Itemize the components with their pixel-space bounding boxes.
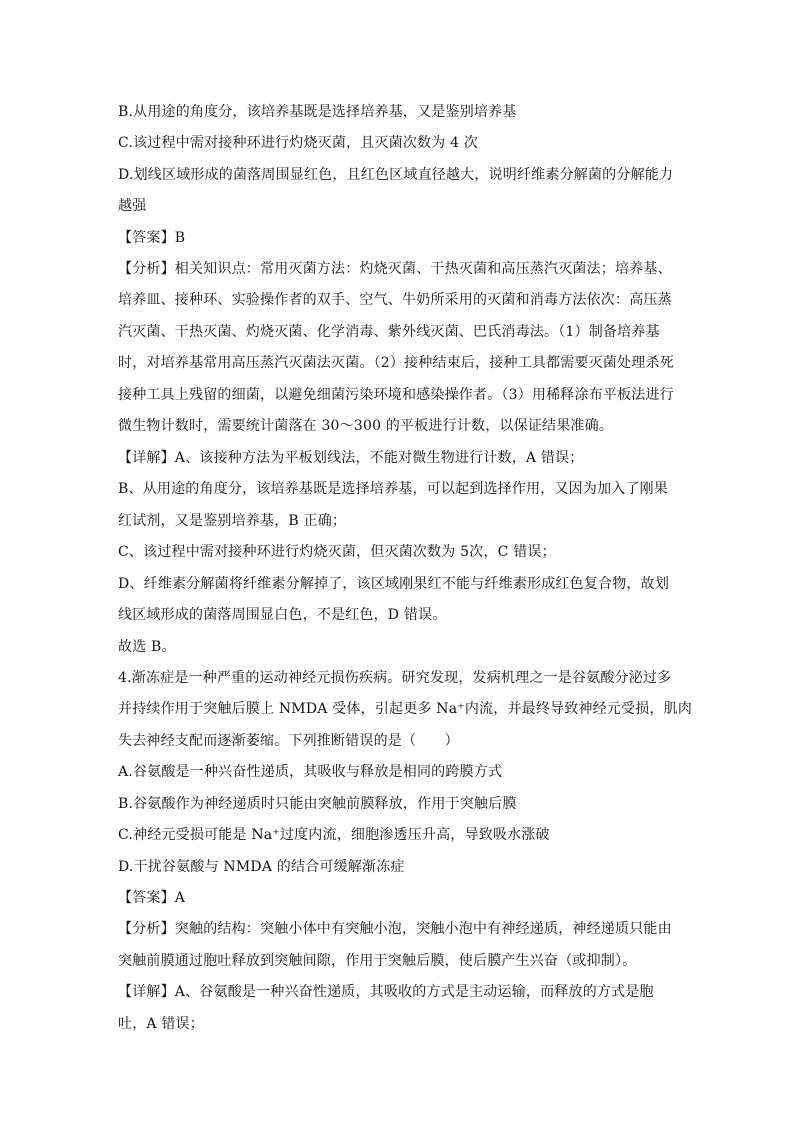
analysis-line-5: 接种工具上残留的细菌，以避免细菌污染环境和感染操作者。（3）用稀释涂布平板法进行 (118, 387, 674, 403)
question-4-option-a: A.谷氨酸是一种兴奋性递质，其吸收与释放是相同的跨膜方式 (118, 764, 503, 780)
question-4-analysis-line-1: 【分析】突触的结构：突触小体中有突触小泡，突触小泡中有神经递质，神经递质只能由 (118, 921, 672, 937)
question-4-line-1: 4.渐冻症是一种严重的运动神经元损伤疾病。研究发现，发病机理之一是谷氨酸分泌过多 (118, 670, 672, 686)
question-4-option-b: B.谷氨酸作为神经递质时只能由突触前膜释放，作用于突触后膜 (118, 796, 517, 812)
analysis-line-4: 时，对培养基常用高压蒸汽灭菌法灭菌。（2）接种结束后，接种工具都需要灭菌处理杀死 (118, 355, 674, 371)
analysis-line-2: 培养皿、接种环、实验操作者的双手、空气、牛奶所采用的灭菌和消毒方法依次：高压蒸 (118, 292, 672, 308)
option-d-line: D.划线区域形成的菌落周围显红色，且红色区域直径越大，说明纤维素分解菌的分解能力 (118, 167, 674, 183)
question-4-answer: 【答案】A (118, 890, 186, 906)
explanation-line-3: 红试剂，又是鉴别培养基，B 正确； (118, 513, 347, 529)
explanation-line-6: 线区域形成的菌落周围显白色，不是红色，D 错误。 (118, 607, 447, 623)
question-4-option-d: D.干扰谷氨酸与 NMDA 的结合可缓解渐冻症 (118, 859, 405, 875)
explanation-line-1: 【详解】A、该接种方法为平板划线法，不能对微生物进行计数，A 错误； (118, 450, 584, 466)
question-4-analysis-line-2: 突触前膜通过胞吐释放到突触间隙，作用于突触后膜，使后膜产生兴奋（或抑制）。 (118, 953, 637, 969)
question-4-option-c: C.神经元受损可能是 Na⁺过度内流，细胞渗透压升高，导致吸水涨破 (118, 827, 550, 843)
option-b-line: B.从用途的角度分，该培养基既是选择培养基，又是鉴别培养基 (118, 104, 517, 120)
answer-line: 【答案】B (118, 230, 186, 246)
option-c-line: C.该过程中需对接种环进行灼烧灭菌，且灭菌次数为 4 次 (118, 135, 479, 151)
explanation-line-2: B、从用途的角度分，该培养基既是选择培养基，可以起到选择作用，又因为加入了刚果 (118, 481, 669, 497)
question-4-explanation-line-1: 【详解】A、谷氨酸是一种兴奋性递质，其吸收的方式是主动运输，而释放的方式是胞 (118, 984, 654, 1000)
conclusion-line: 故选 B。 (118, 639, 176, 655)
question-4-line-2: 并持续作用于突触后膜上 NMDA 受体，引起更多 Na⁺内流，并最终导致神经元受损，肌肉 (118, 701, 693, 717)
analysis-line-3: 汽灭菌、干热灭菌、灼烧灭菌、化学消毒、紫外线灭菌、巴氏消毒法。（1）制备培养基 (118, 324, 660, 340)
option-d-continuation: 越强 (118, 198, 147, 214)
analysis-line-6: 微生物计数时，需要统计菌落在 30～300 的平板进行计数，以保证结果准确。 (118, 418, 614, 434)
explanation-line-4: C、该过程中需对接种环进行灼烧灭菌，但灭菌次数为 5次，C 错误； (118, 544, 556, 560)
question-4-explanation-line-2: 吐，A 错误； (118, 1016, 204, 1032)
question-4-line-3: 失去神经支配而逐渐萎缩。下列推断错误的是（ ） (118, 733, 459, 749)
analysis-line-1: 【分析】相关知识点：常用灭菌方法：灼烧灭菌、干热灭菌和高压蒸汽灭菌法；培养基、 (118, 261, 672, 277)
explanation-line-5: D、纤维素分解菌将纤维素分解掉了，该区域刚果红不能与纤维素形成红色复合物，故划 (118, 576, 670, 592)
